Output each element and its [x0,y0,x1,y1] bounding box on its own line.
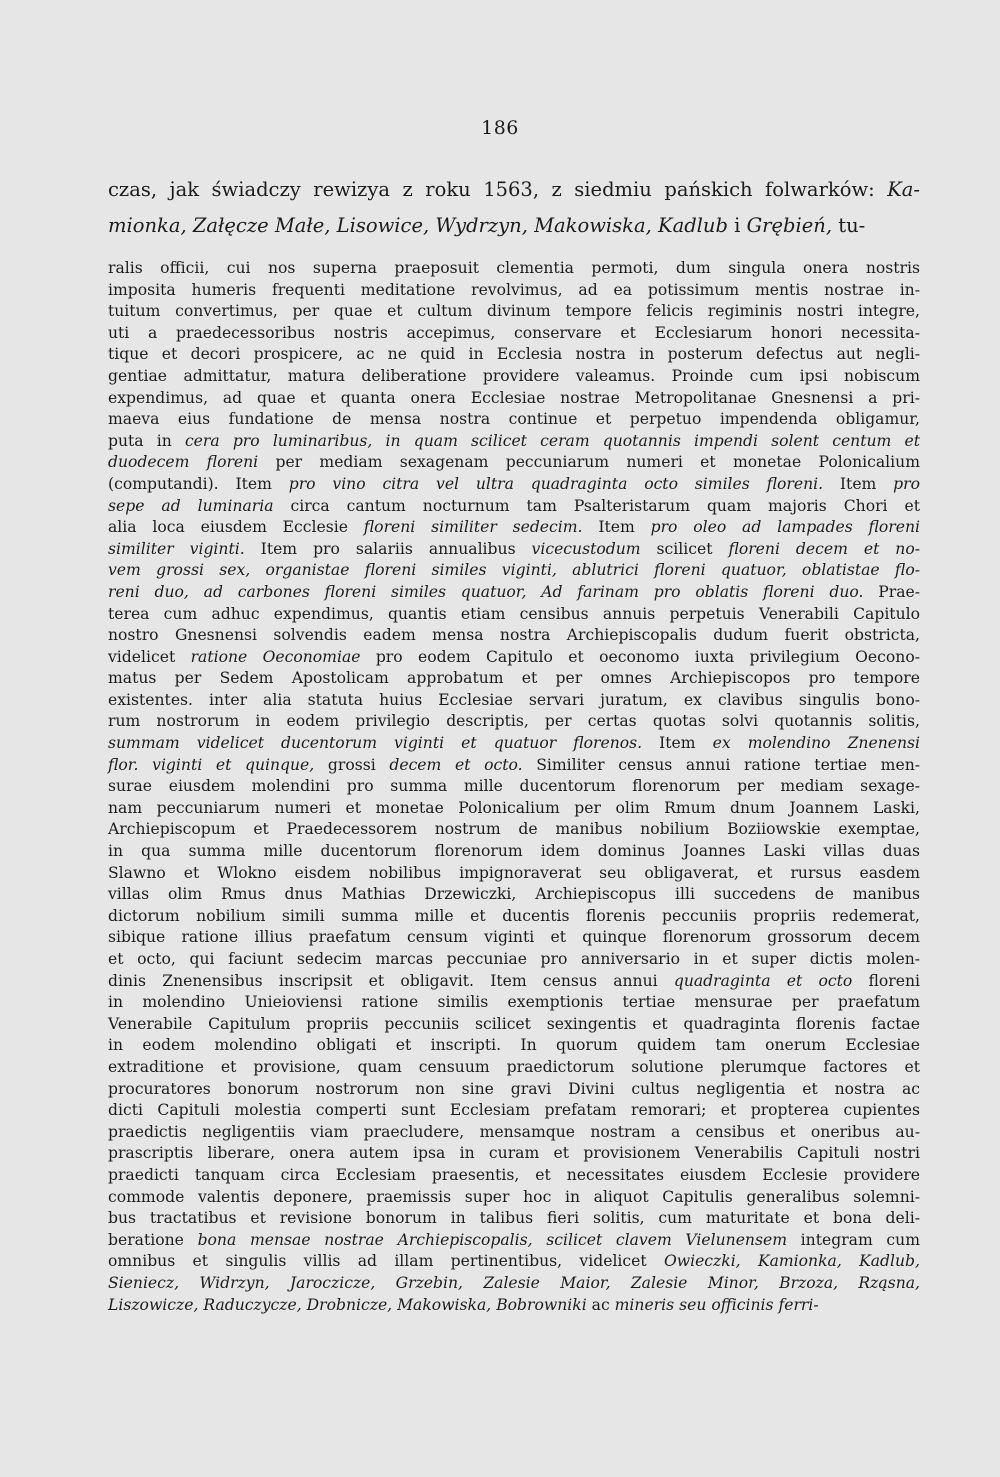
text-line [108,711,920,733]
italic-text: decem et octo. [389,755,523,774]
text-line [108,1079,920,1101]
text-segment: pro eodem Capitulo et oeconomo iuxta privilegium Oecono- [360,647,920,666]
text-line [108,1035,920,1057]
italic-text: pro [893,474,920,493]
text-segment: (computandi). Item [108,474,289,493]
text-line [108,884,920,906]
text-segment: tique et decori prospicere, ac ne quid in Ecclesia nostra in posterum defectus aut negli- [108,345,920,364]
text-line [108,604,920,626]
text-line [108,798,920,820]
text-segment: dictorum nobilium simili summa mille et ducentis florenis peccuniis propriis redemerat, [108,906,920,925]
text-segment: ac [586,1295,615,1314]
text-line [108,668,920,690]
text-segment: floreni [852,971,920,990]
text-segment: sibique ratione illius praefatum censum viginti et quinque florenorum grossorum decem [108,928,920,947]
italic-text: Grębień, [746,214,833,237]
text-segment: extraditione et provisione, quam censuum praedictorum solutione plerumque factores et [108,1057,920,1076]
italic-text: reni duo, ad carbones floreni similes quatuor, Ad farinam pro oblatis floreni duo. [108,582,864,601]
text-line [108,1057,920,1079]
text-segment: dicti Capituli molestia comperti sunt Ecclesiam prefatam remorari; et propterea cupientes [108,1101,920,1120]
text-line [108,539,920,561]
italic-text: vicecustodum [531,539,641,558]
text-line [108,409,920,431]
text-line [108,452,920,474]
text-segment: bus tractatibus et revisione bonorum in talibus fieri solitis, cum maturitate et bona deli- [108,1209,920,1228]
text-segment: Venerabile Capitulum propriis peccuniis scilicet sexingentis et quadraginta florenis factae [108,1014,920,1033]
text-segment: i [727,214,747,237]
text-line [108,208,920,244]
text-line [108,258,920,280]
text-segment: expendimus, ad quae et quanta onera Ecclesiae nostrae Metropolitanae Gnesnensi a pri- [108,388,920,407]
text-line [108,1295,920,1317]
text-segment: beratione [108,1230,198,1249]
italic-text: Ka- [887,178,920,201]
text-line [108,431,920,453]
text-line [108,366,920,388]
text-segment: terea cum adhuc expendimus, quantis etiam censibus annuis perpetuis Venerabili Capitulo [108,604,920,623]
text-line [108,776,920,798]
italic-text: ex molendino Znenensi [712,734,920,753]
italic-text: summam videlicet ducentorum viginti et quatuor florenos. [108,734,643,753]
text-line [108,733,920,755]
text-segment: gentiae admittatur, matura deliberatione providere valeamus. Proinde cum ipsi nobiscum [108,366,920,385]
text-line [108,344,920,366]
text-segment: grossi [314,755,390,774]
text-line [108,1100,920,1122]
text-line [108,474,920,496]
italic-text: mineris seu officinis ferri- [614,1295,819,1314]
text-segment: circa cantum nocturnum tam Psalteristarum quam majoris Chori et [273,496,920,515]
text-segment: procuratores bonorum nostrorum non sine gravi Divini cultus negligentia et nostra ac [108,1079,920,1098]
text-segment: nostro Gnesnensi solvendis eadem mensa nostra Archiepiscopalis dudum fuerit obstricta, [108,626,920,645]
text-segment: dinis Znenensibus inscripsit et obligavit. Item census annui [108,971,674,990]
text-segment: Prae- [863,582,921,601]
page-number: 186 [481,117,519,139]
text-line [108,517,920,539]
text-line [108,1208,920,1230]
text-segment: in molendino Unieioviensi ratione similis exemptionis tertiae mensurae per praefatum [108,993,920,1012]
italic-text: quadraginta et octo [673,971,853,990]
italic-text: cera pro luminaribus, in quam scilicet ceram quotannis impendi solent centum et [184,431,920,450]
italic-text: floreni decem et no- [728,539,921,558]
italic-text: similiter viginti. [108,539,245,558]
text-line [108,906,920,928]
text-line [108,1251,920,1273]
text-line [108,1273,920,1295]
text-segment: Item pro salariis annualibus [244,539,532,558]
italic-text: pro oleo ad lampades floreni [650,518,921,537]
italic-text: duodecem floreni [108,453,259,472]
text-line [108,172,920,208]
text-segment: Item [582,518,651,537]
italic-text: pro vino citra vel ultra quadraginta octo similes floreni. [288,474,824,493]
text-segment: tu- [832,214,866,237]
text-line [108,863,920,885]
text-segment: Archiepiscopum et Praedecessorem nostrum de manibus nobilium Boziiowskie exemptae, [108,820,920,839]
text-line [108,819,920,841]
text-segment: maeva eius fundatione de mensa nostra continue et perpetuo impendenda obligamur, [108,410,920,429]
text-line [108,1122,920,1144]
text-line [108,560,920,582]
text-line [108,582,920,604]
text-segment: et octo, qui faciunt sedecim marcas peccuniae pro anniversario in et super dictis molen- [108,950,920,968]
text-segment: uti a praedecessoribus nostris accepimus, conservare et Ecclesiarum honori necessita- [108,323,920,342]
text-line [108,1165,920,1187]
text-segment: existentes. inter alia statuta huius Ecclesiae servari juratum, ex clavibus singulis bono- [108,690,920,709]
intro-paragraph [108,172,920,244]
text-segment: rum nostrorum in eodem privilegio descriptis, per certas quotas solvi quotannis solitis, [108,712,920,731]
italic-text: Owieczki, Kamionka, Kadlub, [663,1252,920,1271]
text-line [108,755,920,777]
text-segment: tuitum convertimus, per quae et cultum divinum tempore felicis regiminis nostri integre, [108,302,920,321]
text-line [108,690,920,712]
text-line [108,496,920,518]
text-segment: omnibus et singulis villis ad illam pertinentibus, videlicet [108,1252,664,1271]
text-line [108,280,920,302]
text-line [108,949,920,971]
text-segment: Item [823,474,894,493]
italic-text: floreni similiter sedecim. [363,518,583,537]
text-segment: Similiter census annui ratione tertiae men- [522,755,921,774]
italic-text: Liszowicze, Raduczycze, Drobnicze, Makowiska, Bobrowniki [108,1295,587,1314]
italic-text: bona mensae nostrae Archiepiscopalis, scilicet clavem Vielunensem [197,1230,787,1249]
text-line [108,1230,920,1252]
text-line [108,1187,920,1209]
text-line [108,992,920,1014]
text-segment: czas, jak świadczy rewizya z roku 1563, z siedmiu pańskich folwarków: [108,178,888,201]
text-segment: videlicet [108,647,191,666]
text-segment: in eodem molendino obligati et inscripti. In quorum quidem tam onerum Ecclesiae [108,1036,920,1055]
text-segment: commode valentis deponere, praemissis super hoc in aliquot Capitulis generalibus solemni- [108,1187,920,1206]
text-segment: alia loca eiusdem Ecclesie [108,518,364,537]
italic-text: Sieniecz, Widrzyn, Jaroczicze, Grzebin, Zalesie Maior, Zalesie Minor, Brzoza, Rząsna, [108,1273,920,1292]
text-segment: scilicet [640,539,729,558]
text-segment: ralis officii, cui nos superna praeposuit clementia permoti, dum singula onera nostris [108,259,920,277]
text-segment: matus per Sedem Apostolicam approbatum et per omnes Archiepiscopos pro tempore [108,669,920,688]
text-line [108,841,920,863]
text-segment: imposita humeris frequenti meditatione revolvimus, ad ea potissimum mentis nostrae in- [108,280,920,299]
text-line [108,323,920,345]
text-line [108,971,920,993]
text-segment: Item [642,734,713,753]
italic-text: vem grossi sex, organistae floreni similes viginti, ablutrici floreni quatuor, oblatistae flo- [108,561,920,580]
text-segment: nam peccuniarum numeri et monetae Polonicalium per olim Rmum dnum Joannem Laski, [108,798,920,817]
text-segment: prascriptis liberare, onera autem ipsa in curam et provisionem Venerabilis Capituli nostri [108,1144,920,1163]
text-line [108,388,920,410]
text-segment: in qua summa mille ducentorum florenorum idem dominus Joannes Laski villas duas [108,842,920,861]
text-segment: surae eiusdem molendini pro summa mille ducentorum florenorum per mediam sexage- [108,777,920,796]
text-line [108,301,920,323]
latin-document-text [108,258,920,1316]
text-segment: villas olim Rmus dnus Mathias Drzewiczki, Archiepiscopus illi succedens de manibus [108,885,920,904]
text-segment: per mediam sexagenam peccuniarum numeri et monetae Polonicalium [258,453,920,472]
italic-text: flor. viginti et quinque, [108,755,315,774]
text-line [108,1014,920,1036]
text-line [108,647,920,669]
text-line [108,927,920,949]
text-segment: praedictis negligentiis viam praecludere, mensamque nostram a censibus et oneribus au- [108,1122,920,1141]
text-segment: praedicti tanquam circa Ecclesiam praesentis, et necessitates eiusdem Ecclesie providere [108,1165,920,1184]
italic-text: mionka, Załęcze Małe, Lisowice, Wydrzyn, Makowiska, Kadlub [108,214,728,237]
text-segment: integram cum [787,1230,920,1249]
text-segment: puta in [108,431,185,450]
italic-text: ratione Oeconomiae [190,647,361,666]
text-line [108,625,920,647]
text-segment: Slawno et Wlokno eisdem nobilibus impignoraverat seu obligaverat, et rursus easdem [108,863,920,882]
italic-text: sepe ad luminaria [108,496,274,515]
text-line [108,1143,920,1165]
